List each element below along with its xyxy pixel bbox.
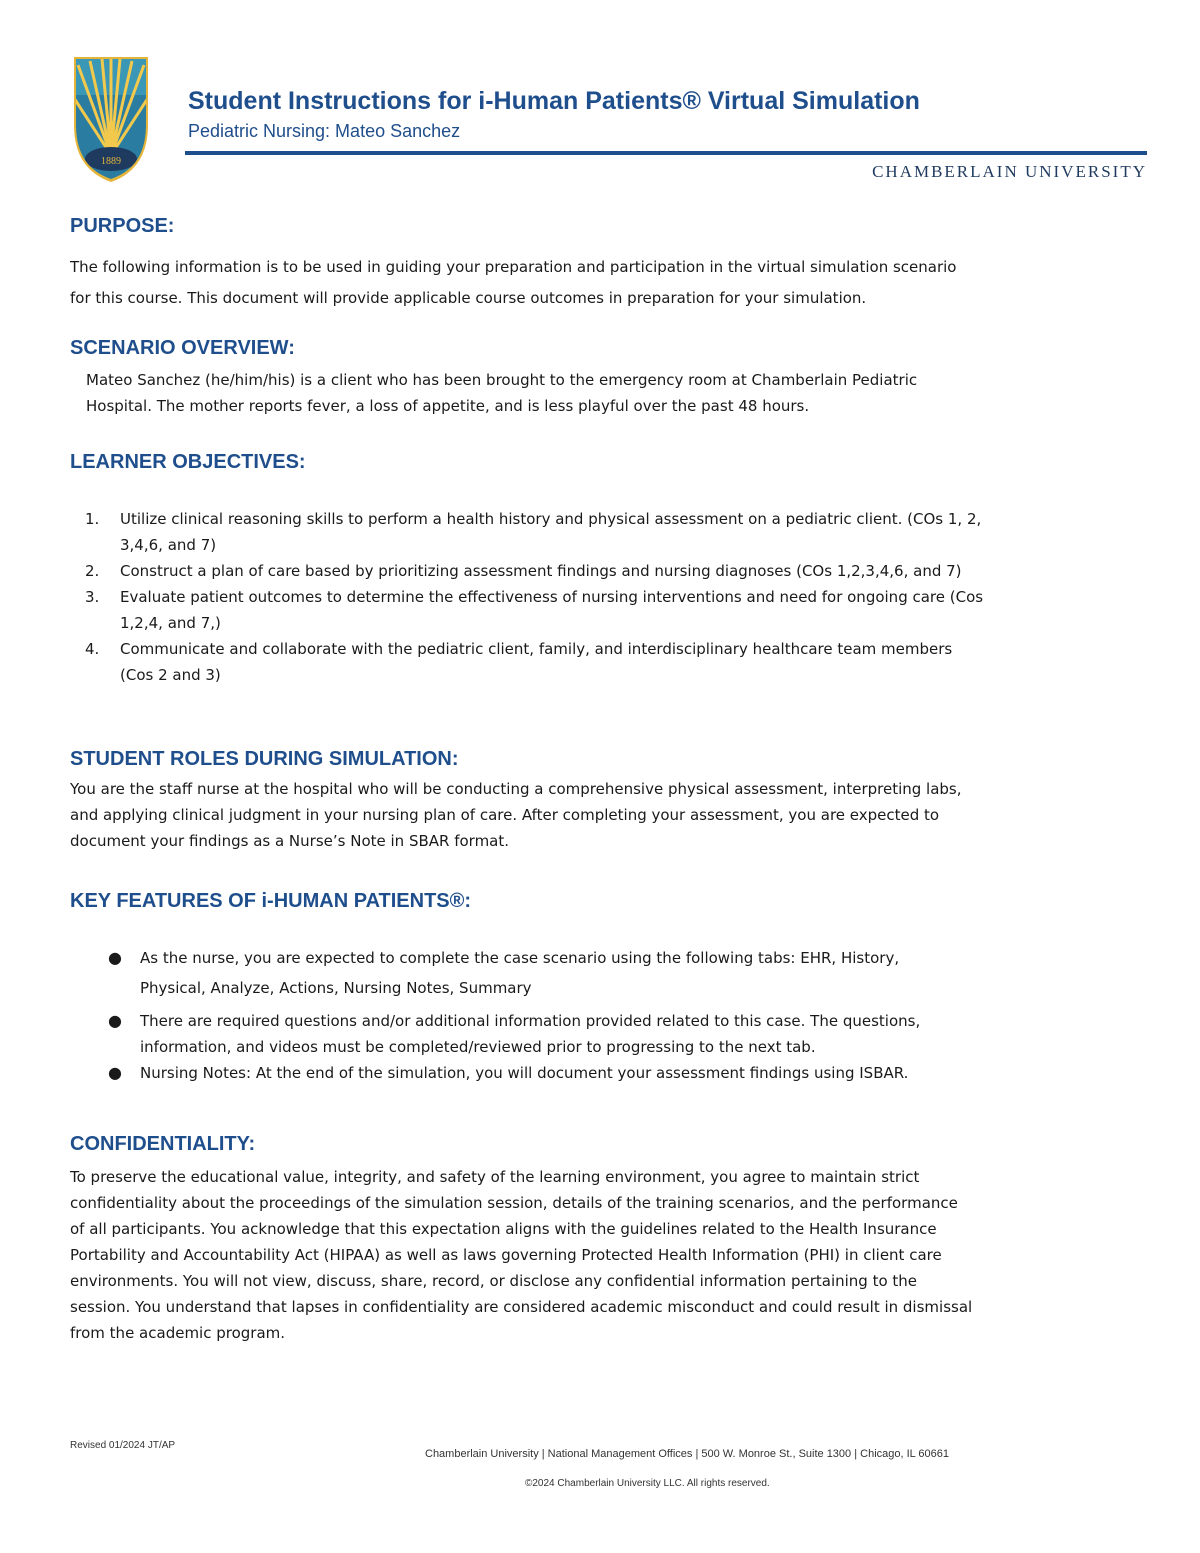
feature-line: Physical, Analyze, Actions, Nursing Notes, Summary (140, 979, 532, 997)
confidentiality-line: of all participants. You acknowledge that this expectation aligns with the guidelines related to the Health Insurance (70, 1220, 937, 1238)
footer-copyright: ©2024 Chamberlain University LLC. All rights reserved. (525, 1478, 770, 1489)
feature-item (70, 1060, 920, 1086)
objective-line: Communicate and collaborate with the pediatric client, family, and interdisciplinary healthcare team members (120, 640, 953, 658)
confidentiality-line: confidentiality about the proceedings of the simulation session, details of the training scenarios, and the performance (70, 1194, 958, 1212)
purpose-line: The following information is to be used in guiding your preparation and participation in the virtual simulation scenario (70, 258, 957, 276)
feature-item (70, 1008, 920, 1060)
confidentiality-line: To preserve the educational value, integrity, and safety of the learning environment, you agree to maintain strict (70, 1168, 920, 1186)
objective-item (70, 636, 983, 688)
scenario-body (86, 367, 917, 419)
objective-line: (Cos 2 and 3) (120, 666, 221, 684)
objective-line: 1,2,4, and 7,) (120, 614, 221, 632)
feature-line: There are required questions and/or additional information provided related to this case. The questions, (140, 1012, 921, 1030)
objective-line: Construct a plan of care based by prioritizing assessment findings and nursing diagnoses (COs 1,2,3,4,6, and 7) (120, 562, 962, 580)
objective-line: Evaluate patient outcomes to determine the effectiveness of nursing interventions and need for ongoing care (Cos (120, 588, 984, 606)
revision-note: Revised 01/2024 JT/AP (70, 1440, 176, 1451)
objectives-list (70, 506, 983, 688)
objective-item (70, 584, 983, 636)
scenario-heading: SCENARIO OVERVIEW: (70, 337, 295, 359)
brand-wordmark: CHAMBERLAIN UNIVERSITY (872, 162, 1147, 181)
roles-line: and applying clinical judgment in your nursing plan of care. After completing your assessment, you are expected to (70, 806, 940, 824)
features-list (70, 943, 920, 1086)
objective-number: 3. (85, 588, 100, 606)
header-divider (185, 151, 1147, 155)
confidentiality-line: Portability and Accountability Act (HIPAA) as well as laws governing Protected Health Information (PHI) in client care (70, 1246, 942, 1264)
bullet-icon: ● (108, 1063, 122, 1082)
objective-line: 3,4,6, and 7) (120, 536, 217, 554)
bullet-icon: ● (108, 1011, 122, 1030)
document-title: Student Instructions for i-Human Patients® Virtual Simulation (188, 87, 920, 115)
crest-year: 1889 (101, 156, 121, 167)
roles-line: You are the staff nurse at the hospital who will be conducting a comprehensive physical assessment, interpreting labs, (70, 780, 962, 798)
confidentiality-heading: CONFIDENTIALITY: (70, 1133, 256, 1155)
roles-line: document your findings as a Nurse’s Note in SBAR format. (70, 832, 510, 850)
feature-line: Nursing Notes: At the end of the simulation, you will document your assessment findings using ISBAR. (140, 1064, 909, 1082)
feature-line: As the nurse, you are expected to complete the case scenario using the following tabs: EHR, History, (140, 949, 900, 967)
purpose-heading: PURPOSE: (70, 215, 175, 237)
scenario-line: Mateo Sanchez (he/him/his) is a client who has been brought to the emergency room at Chamberlain Pediatric (86, 371, 918, 389)
scenario-line: Hospital. The mother reports fever, a loss of appetite, and is less playful over the past 48 hours. (86, 397, 810, 415)
objectives-heading: LEARNER OBJECTIVES: (70, 451, 306, 473)
objective-item (70, 558, 983, 584)
objective-number: 1. (85, 510, 100, 528)
objective-line: Utilize clinical reasoning skills to perform a health history and physical assessment on a pediatric client. (COs 1, 2, (120, 510, 982, 528)
feature-item (70, 943, 920, 1003)
roles-body (70, 776, 962, 854)
confidentiality-body (70, 1164, 972, 1346)
confidentiality-line: environments. You will not view, discuss, share, record, or disclose any confidential information pertaining to the (70, 1272, 918, 1290)
confidentiality-line: session. You understand that lapses in confidentiality are considered academic misconduct and could result in dismissal (70, 1298, 973, 1316)
document-subtitle: Pediatric Nursing: Mateo Sanchez (188, 121, 461, 141)
features-heading: KEY FEATURES OF i-HUMAN PATIENTS®: (70, 890, 472, 912)
footer-address: Chamberlain University | National Management Offices | 500 W. Monroe St., Suite 1300 | Chicago, IL 60661 (425, 1448, 950, 1460)
confidentiality-line: from the academic program. (70, 1324, 286, 1342)
bullet-icon: ● (108, 948, 122, 967)
purpose-body (70, 252, 957, 314)
roles-heading: STUDENT ROLES DURING SIMULATION: (70, 748, 459, 770)
purpose-line: for this course. This document will provide applicable course outcomes in preparation for your simulation. (70, 289, 867, 307)
objective-number: 4. (85, 640, 100, 658)
objective-number: 2. (85, 562, 100, 580)
university-crest-logo (72, 55, 150, 183)
objective-item (70, 506, 983, 558)
feature-line: information, and videos must be completed/reviewed prior to progressing to the next tab. (140, 1038, 816, 1056)
